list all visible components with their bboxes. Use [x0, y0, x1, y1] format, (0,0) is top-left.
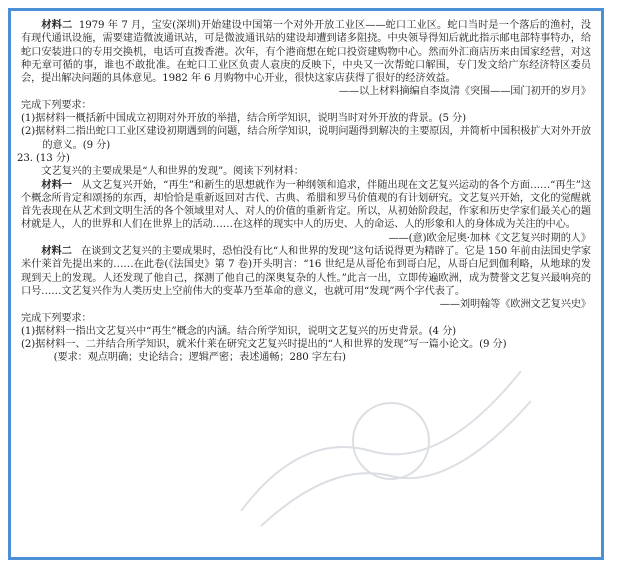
q23-number: 23. (13 分) [17, 152, 70, 164]
q22-material-two-source: ——以上材料摘编自李岚清《突围——国门初开的岁月》 [338, 86, 591, 98]
q23-material-one [21, 179, 591, 232]
q22-subquestion-1: (1)据材料一概括新中国成立初期对外开放的举措，结合所学知识，说明当时对外开放的背景。(5 分) [21, 113, 466, 125]
document-content [17, 19, 592, 553]
document-frame [8, 8, 604, 560]
q23-material-one-label: 材料一 [41, 178, 72, 191]
q23-material-two-label: 材料二 [41, 245, 72, 258]
q22-material-two [21, 19, 591, 85]
q23-material-two-source: ——刘明翰等《欧洲文艺复兴史》 [439, 299, 591, 311]
q23-intro: 文艺复兴的主要成果是“人和世界的发现”。阅读下列材料： [41, 166, 304, 178]
q22-subquestion-2: (2)据材料二指出蛇口工业区建设初期遇到的问题，结合所学知识，说明问题得到解决的主要原因，并简析中国积极扩大对外开放的意义。(9 分) [21, 126, 591, 151]
q23-material-two [21, 245, 591, 298]
q23-subquestion-1: (1)据材料一指出文艺复兴中“再生”概念的内涵。结合所学知识，说明文艺复兴的历史背景。(4 分) [21, 325, 457, 337]
q23-subquestion-2-requirement: (要求：观点明确；史论结合；逻辑严密；表述通畅；280 字左右) [53, 352, 346, 364]
q23-material-one-text: 从文艺复兴开始，“再生”和新生的思想就作为一种纲领和追求，伴随出现在文艺复兴运动的各个方面……“再生”这个概念所肯定和颂扬的东西，却恰恰是重新返回对古代、古典、希腊和罗马价值观的有计划研究。文艺复兴开始，文化的觉醒就首先表现在从艺术到文明生活的各个领域里对人、对人的价值的重新肯定。所以，从初始阶段起，作家和历史学家们最关心的题材就是人，人的世界和人们在世界上的活动……在这样的现实中人的历史、人的命运、人的形象和人的身体成为关注的中心。 [21, 179, 591, 231]
q22-material-two-text: 1979 年 7 月，宝安(深圳)开始建设中国第一个对外开放工业区——蛇口工业区。蛇口当时是一个落后的渔村，没有现代通讯设施，需要建造微波通讯站，可是微波通讯站的建设却遭到诸多阻挠。中央领导得知后就此指示邮电部特事特办，给蛇口安装进口的专用交换机，电话可直拨香港。次年，有个港商想在蛇口投资建购物中心。然而外汇商店历来由国家经营，对这种无章可循的事，谁也不敢批准。在蛇口工业区负责人袁庚的反映下，中央又一次帮蛇口解围，专门发文给广东经济特区委员会，提出解决问题的具体意见。1982 年 6 月购物中心开业，很快这家店获得了很好的经济效益。 [21, 20, 591, 85]
q22-material-two-label: 材料二 [41, 19, 73, 31]
q23-material-two-text: 在谈到文艺复兴的主要成果时，恐怕没有比“人和世界的发现”这句话说得更为精辟了。它是 150 年前由法国史学家米什莱首先提出来的……在此卷(《法国史》第 7 卷)开头明言：“16 世纪是从哥伦布到哥白尼，从哥白尼到伽利略，从地球的发现到天上的发现。人还发现了他自己，探测了他自己的深奥复杂的人性。”此言一出，立即传遍欧洲，成为赞誉文艺复兴最响亮的口号……文艺复兴作为人类历史上空前伟大的变革乃至革命的意义，也就可用“发现”两个字代表了。 [21, 246, 592, 297]
q22-requirement: 完成下列要求： [21, 99, 92, 111]
q23-material-one-source: ——(意)欧金尼奥·加林《文艺复兴时期的人》 [388, 232, 591, 244]
q23-requirement: 完成下列要求： [21, 312, 92, 324]
q23-subquestion-2: (2)据材料一、二并结合所学知识，就米什莱在研究文艺复兴时提出的“人和世界的发现”写一篇小论文。(9 分) [21, 339, 507, 351]
